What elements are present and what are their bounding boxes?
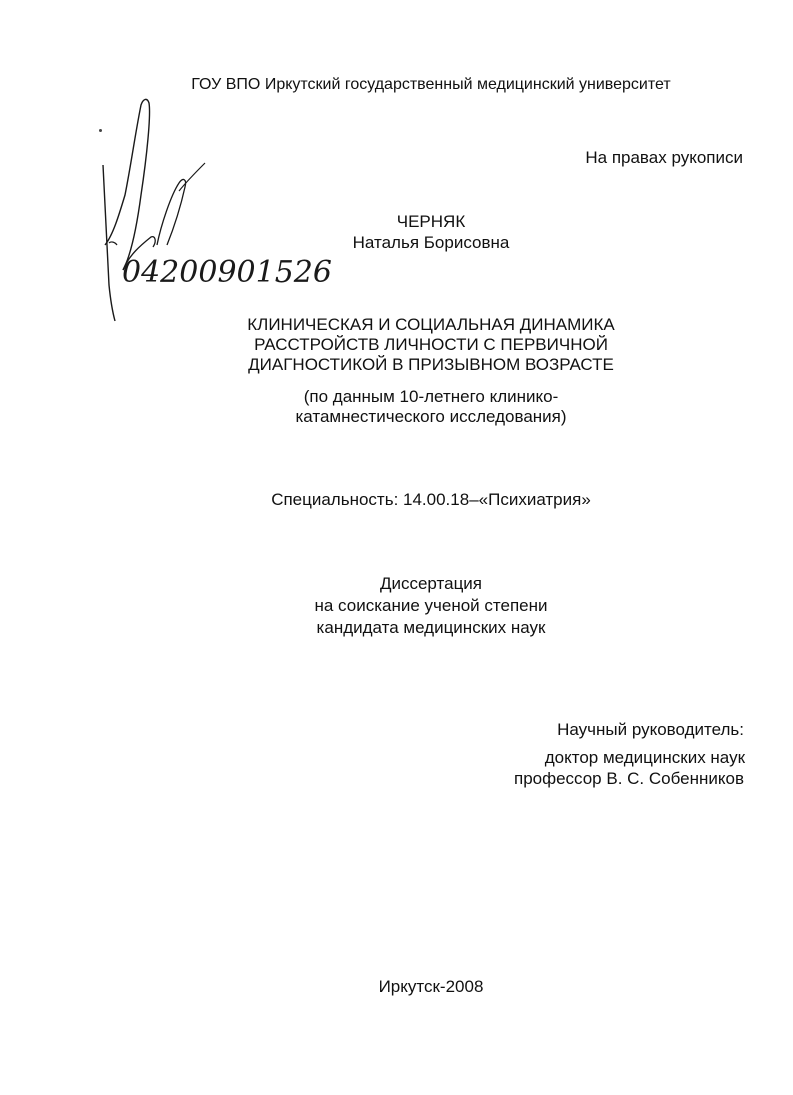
registration-number-text: 04200901526 [122,255,332,290]
title-line: ДИАГНОСТИКОЙ В ПРИЗЫВНОМ ВОЗРАСТЕ [248,355,614,374]
advisor-name: профессор В. С. Собенников [513,769,744,788]
degree-statement [0,573,793,639]
degree-line: кандидата медицинских наук [316,618,546,637]
title-line: КЛИНИЧЕСКАЯ И СОЦИАЛЬНАЯ ДИНАМИКА [247,315,615,334]
dissertation-subtitle [0,387,793,427]
city-year: Иркутск-2008 [378,977,484,996]
dissertation-title [0,315,793,375]
specialty: Специальность: 14.00.18–«Психиатрия» [271,490,591,509]
title-line: РАССТРОЙСТВ ЛИЧНОСТИ С ПЕРВИЧНОЙ [254,335,608,354]
subtitle-line: катамнестического исследования) [295,407,567,426]
author-surname: ЧЕРНЯК [396,212,466,231]
degree-line: на соискание ученой степени [314,596,548,615]
advisor-label: Научный руководитель: [557,720,744,739]
subtitle-line: (по данным 10-летнего клинико- [303,387,559,406]
university-name: ГОУ ВПО Иркутский государственный медицинский университет [191,76,671,93]
degree-line: Диссертация [379,574,483,593]
registration-number-stamp [118,248,340,296]
advisor-degree: доктор медицинских наук [544,748,745,767]
manuscript-note: На правах рукописи [585,148,743,167]
author-given-names: Наталья Борисовна [352,233,510,252]
